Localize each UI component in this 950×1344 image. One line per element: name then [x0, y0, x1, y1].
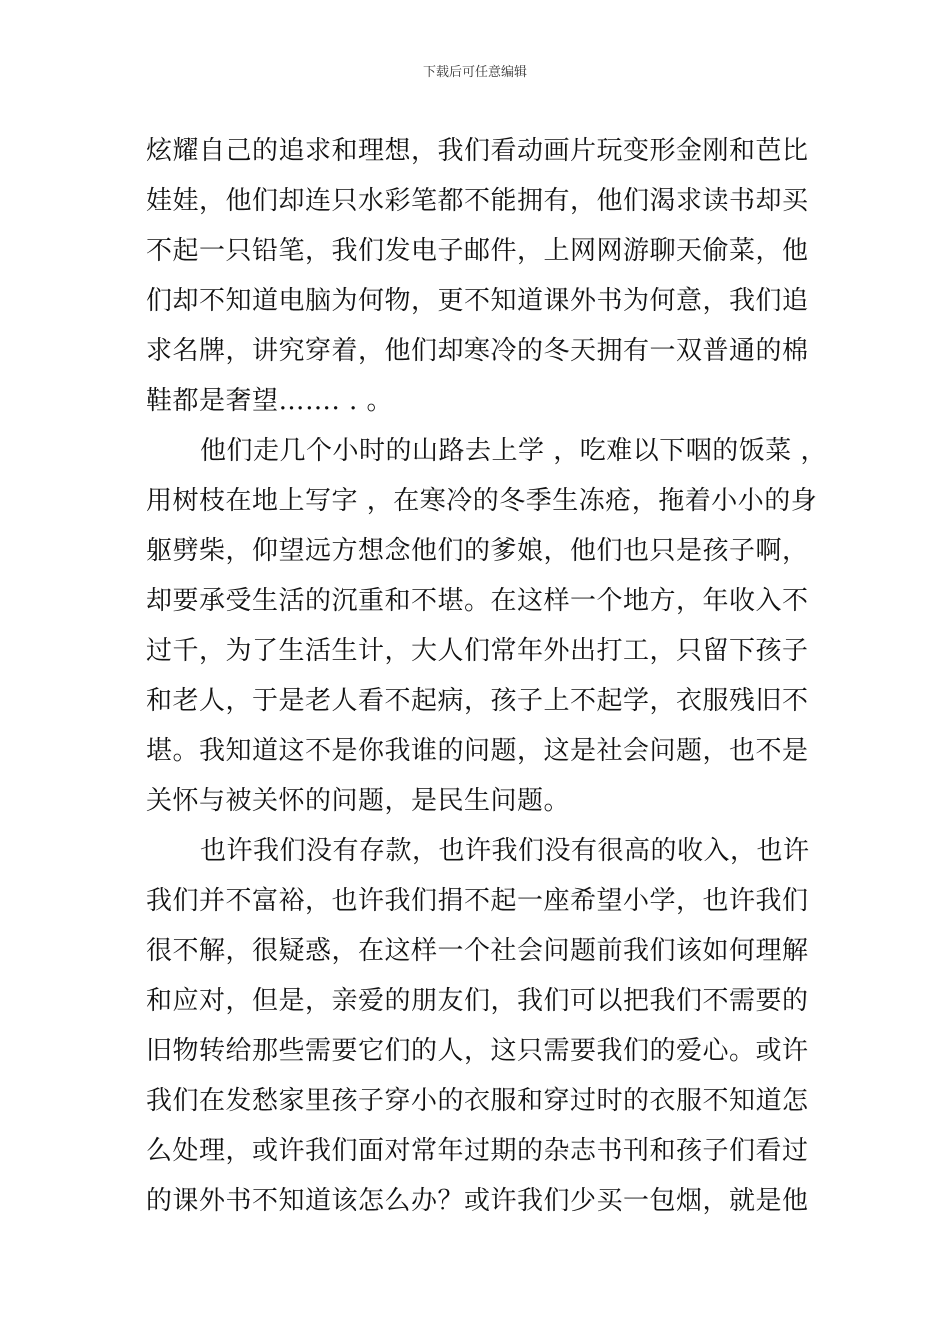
paragraph-2-line-6: 和老人，于是老人看不起病，孩子上不起学，衣服残旧不 [146, 686, 809, 716]
paragraph-2-line-7: 堪。我知道这不是你我谁的问题，这是社会问题，也不是 [146, 736, 809, 766]
paragraph-1-line-1: 炫耀自己的追求和理想，我们看动画片玩变形金刚和芭比 [146, 136, 809, 166]
paragraph-2-line-2: 用树枝在地上写字 ，在寒冷的冬季生冻疮，拖着小小的身 [146, 486, 818, 516]
paragraph-3-line-2: 我们并不富裕，也许我们捐不起一座希望小学，也许我们 [146, 886, 809, 916]
paragraph-3-line-4: 和应对，但是，亲爱的朋友们，我们可以把我们不需要的 [146, 986, 809, 1016]
paragraph-2-line-5: 过千，为了生活生计，大人们常年外出打工，只留下孩子 [146, 636, 809, 666]
page-header: 下载后可任意编辑 [422, 65, 527, 80]
paragraph-3-line-7: 么处理，或许我们面对常年过期的杂志书刊和孩子们看过 [146, 1136, 809, 1166]
document-body [146, 126, 828, 1226]
paragraph-1-line-5: 求名牌，讲究穿着，他们却寒冷的冬天拥有一双普通的棉 [146, 336, 809, 366]
paragraph-2-line-8: 关怀与被关怀的问题，是民生问题。 [146, 786, 571, 816]
paragraph-1-line-2: 娃娃，他们却连只水彩笔都不能拥有，他们渴求读书却买 [146, 186, 809, 216]
paragraph-1-line-4: 们却不知道电脑为何物，更不知道课外书为何意，我们追 [146, 286, 809, 316]
paragraph-3-line-3: 很不解，很疑惑，在这样一个社会问题前我们该如何理解 [146, 936, 809, 966]
paragraph-2-line-4: 却要承受生活的沉重和不堪。在这样一个地方，年收入不 [146, 586, 809, 616]
paragraph-2-line-3: 躯劈柴，仰望远方想念他们的爹娘，他们也只是孩子啊， [146, 536, 809, 566]
paragraph-3-line-1: 也许我们没有存款，也许我们没有很高的收入，也许 [200, 836, 810, 866]
paragraph-2-line-1: 他们走几个小时的山路去上学 ，吃难以下咽的饭菜 ， [200, 436, 828, 466]
paragraph-3-line-5: 旧物转给那些需要它们的人，这只需要我们的爱心。或许 [146, 1036, 809, 1066]
paragraph-3-line-8: 的课外书不知道该怎么办？或许我们少买一包烟，就是他 [146, 1186, 809, 1216]
paragraph-1-line-3: 不起一只铅笔，我们发电子邮件，上网网游聊天偷菜，他 [146, 236, 809, 266]
paragraph-1-line-6: 鞋都是奢望……. . 。 [146, 386, 394, 416]
paragraph-3-line-6: 我们在发愁家里孩子穿小的衣服和穿过时的衣服不知道怎 [146, 1086, 809, 1116]
